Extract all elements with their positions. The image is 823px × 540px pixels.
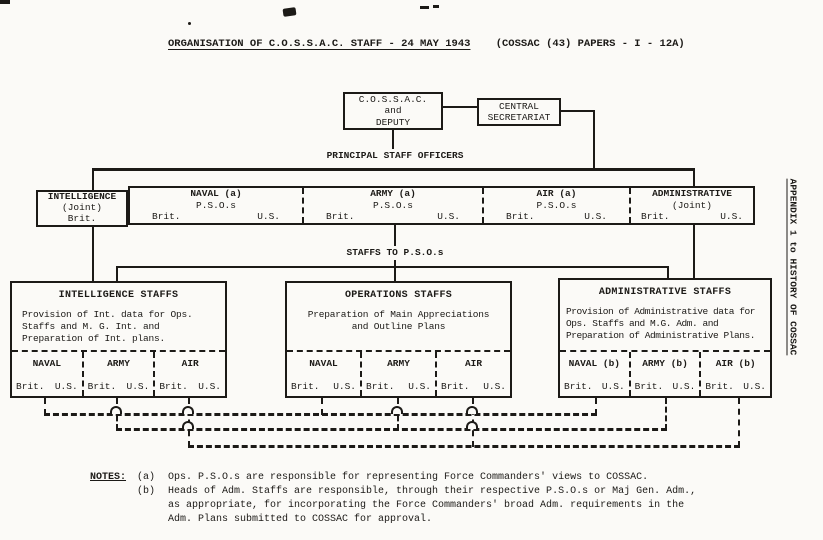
connector-line bbox=[392, 130, 394, 149]
band-section-intelligence bbox=[36, 190, 128, 227]
band-section-army bbox=[302, 188, 482, 223]
dashed-connector bbox=[738, 398, 740, 447]
line-hop bbox=[182, 406, 194, 414]
notes-label: NOTES: bbox=[90, 472, 127, 483]
band-section-administrative bbox=[629, 188, 753, 223]
pso-band bbox=[128, 186, 755, 225]
brit-label: Brit. bbox=[16, 381, 45, 392]
scan-speck bbox=[0, 0, 10, 4]
subcell-naval-b: NAVAL (b) Brit. U.S. bbox=[564, 358, 625, 392]
connector-line bbox=[693, 168, 695, 188]
connector-line bbox=[92, 227, 94, 282]
connector-line bbox=[92, 168, 94, 192]
connector-line bbox=[443, 106, 477, 108]
scan-smudge bbox=[433, 5, 439, 8]
band-section-air bbox=[482, 188, 629, 223]
brit-label: Brit. bbox=[67, 212, 97, 224]
note-b-line3: Adm. Plans submitted to COSSAC for approval. bbox=[168, 514, 433, 525]
band-section-name: ARMY (a) bbox=[370, 188, 416, 199]
line-hop bbox=[391, 406, 403, 414]
brit-label: Brit. bbox=[291, 381, 320, 392]
brit-label: Brit. bbox=[705, 381, 734, 392]
note-b-tag: (b) bbox=[137, 486, 156, 497]
page-title-ref: (COSSAC (43) PAPERS - I - 12A) bbox=[495, 38, 685, 50]
subcell-army: ARMY Brit. U.S. bbox=[360, 352, 435, 396]
band-section-sub: P.S.O.s bbox=[536, 199, 577, 211]
us-label: U.S. bbox=[198, 381, 222, 392]
us-label: U.S. bbox=[126, 381, 150, 392]
us-label: U.S. bbox=[257, 211, 280, 222]
subcell-naval: NAVAL Brit. U.S. bbox=[16, 358, 78, 392]
service-subrow bbox=[12, 350, 225, 396]
band-section-name: AIR (a) bbox=[536, 188, 577, 199]
brit-label: Brit. bbox=[87, 381, 117, 392]
distributor-line bbox=[92, 168, 695, 171]
staff-box-body: Provision of Int. data for Ops. Staffs and M. G. Int. and Preparation of Int. plans. bbox=[22, 309, 193, 344]
us-label: U.S. bbox=[743, 381, 767, 392]
band-section-name: INTELLIGENCE bbox=[47, 191, 117, 202]
scan-smudge bbox=[283, 7, 297, 17]
note-b-line2: as appropriate, for incorporating the Force Commanders' broad Adm. requirements in the bbox=[168, 500, 685, 511]
brit-label: Brit. bbox=[366, 381, 395, 392]
us-label: U.S. bbox=[54, 381, 78, 392]
cossac-box-line3: DEPUTY bbox=[375, 116, 411, 128]
us-label: U.S. bbox=[483, 381, 506, 392]
air-dashed-bus bbox=[188, 445, 740, 448]
scan-speck bbox=[188, 22, 191, 25]
band-section-name: ADMINISTRATIVE bbox=[652, 188, 732, 199]
subcell-naval: NAVAL Brit. U.S. bbox=[291, 358, 356, 392]
band-section-sub: P.S.O.s bbox=[196, 199, 236, 211]
line-hop bbox=[110, 406, 122, 414]
naval-dashed-bus bbox=[44, 413, 597, 416]
staff-box-body: Preparation of Main Appreciations and Outline Plans bbox=[307, 309, 490, 332]
connector-line bbox=[693, 225, 695, 279]
us-label: U.S. bbox=[437, 211, 460, 222]
cossac-box-line1: C.O.S.S.A.C. bbox=[358, 93, 428, 105]
line-hop bbox=[466, 406, 478, 414]
cossac-box-line2: and bbox=[384, 105, 402, 117]
note-a-text: Ops. P.S.O.s are responsible for representing Force Commanders' views to COSSAC. bbox=[168, 472, 649, 483]
appendix-side-note: APPENDIX 1 to HISTORY OF COSSAC bbox=[787, 178, 799, 356]
us-label: U.S. bbox=[601, 381, 625, 392]
staff-box-title: INTELLIGENCE STAFFS bbox=[58, 290, 179, 301]
note-b-line1: Heads of Adm. Staffs are responsible, through their respective P.S.O.s or Maj Gen. Adm., bbox=[168, 486, 697, 497]
band-section-sub: (Joint) bbox=[672, 199, 712, 211]
brit-label: Brit. bbox=[441, 381, 470, 392]
administrative-staffs-box bbox=[558, 278, 772, 398]
principal-staff-officers-label: PRINCIPAL STAFF OFFICERS bbox=[326, 150, 464, 161]
note-a-tag: (a) bbox=[137, 472, 156, 483]
subcell-air: AIR Brit. U.S. bbox=[153, 352, 225, 396]
connector-line bbox=[559, 110, 595, 112]
brit-label: Brit. bbox=[506, 211, 535, 222]
subcell-army: ARMY Brit. U.S. bbox=[82, 352, 154, 396]
secretariat-line1: CENTRAL bbox=[499, 100, 539, 112]
brit-label: Brit. bbox=[641, 211, 670, 222]
brit-label: Brit. bbox=[326, 211, 355, 222]
brit-label: Brit. bbox=[159, 381, 188, 392]
army-dashed-bus bbox=[116, 428, 667, 431]
line-hop bbox=[182, 421, 194, 429]
us-label: U.S. bbox=[408, 381, 431, 392]
line-hop bbox=[466, 421, 478, 429]
connector-line bbox=[593, 110, 595, 170]
secretariat-line2: SECRETARIAT bbox=[487, 112, 551, 123]
staff-box-title: ADMINISTRATIVE STAFFS bbox=[598, 287, 732, 298]
cossac-box bbox=[343, 92, 443, 130]
subcell-army-b: ARMY (b) Brit. U.S. bbox=[629, 352, 700, 396]
staff-box-title: OPERATIONS STAFFS bbox=[344, 290, 453, 301]
band-section-sub: (Joint) bbox=[62, 201, 102, 213]
page-title bbox=[168, 38, 685, 50]
service-subrow bbox=[287, 350, 510, 396]
brit-label: Brit. bbox=[634, 381, 664, 392]
staffs-distributor-line bbox=[116, 266, 669, 268]
band-section-name: NAVAL (a) bbox=[190, 188, 242, 199]
intelligence-staffs-box bbox=[10, 281, 227, 398]
us-label: U.S. bbox=[333, 381, 356, 392]
operations-staffs-box bbox=[285, 281, 512, 398]
us-label: U.S. bbox=[584, 211, 607, 222]
scan-smudge bbox=[420, 6, 429, 9]
notes-block bbox=[90, 471, 126, 485]
us-label: U.S. bbox=[720, 211, 743, 222]
connector-line bbox=[394, 225, 396, 246]
brit-label: Brit. bbox=[564, 381, 593, 392]
subcell-air-b: AIR (b) Brit. U.S. bbox=[699, 352, 770, 396]
dashed-connector bbox=[665, 398, 667, 430]
subcell-air: AIR Brit. U.S. bbox=[435, 352, 510, 396]
band-section-naval bbox=[130, 188, 302, 223]
page-title-main: ORGANISATION OF C.O.S.S.A.C. STAFF - 24 MAY 1943 bbox=[168, 38, 471, 50]
connector-line bbox=[116, 266, 118, 282]
band-section-sub: P.S.O.s bbox=[373, 199, 413, 211]
service-subrow bbox=[560, 350, 770, 396]
us-label: U.S. bbox=[672, 381, 696, 392]
connector-line bbox=[394, 260, 396, 282]
staffs-to-psos-label: STAFFS TO P.S.O.s bbox=[346, 247, 444, 258]
central-secretariat-box bbox=[477, 98, 561, 126]
staff-box-body: Provision of Administrative data for Ops. Staffs and M.G. Adm. and Preparation of Administrative Plans. bbox=[566, 306, 756, 341]
brit-label: Brit. bbox=[152, 211, 181, 222]
